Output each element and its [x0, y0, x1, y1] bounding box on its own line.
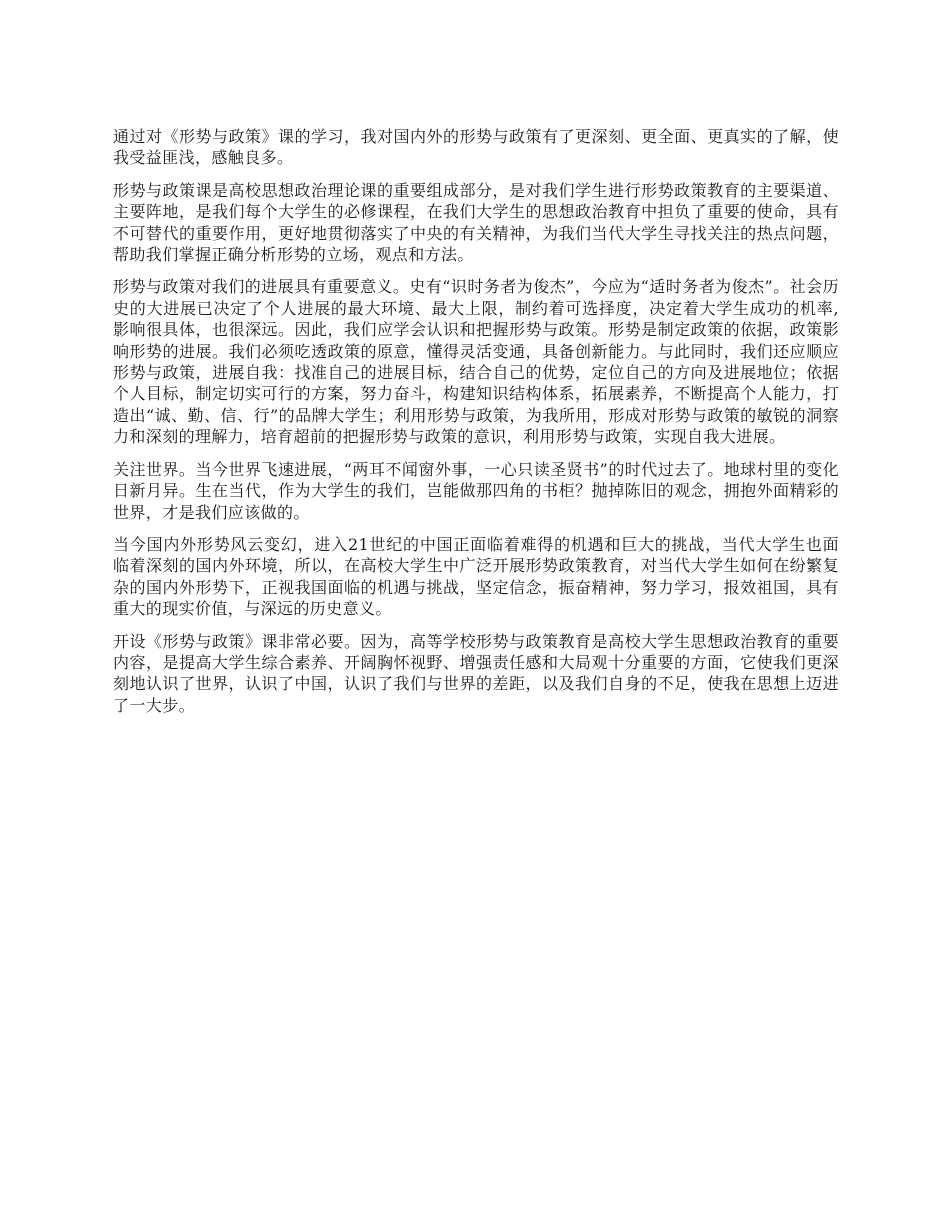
paragraph-domestic-international: 当今国内外形势风云变幻，进入21世纪的中国正面临着难得的机遇和巨大的挑战，当代大学生也面临着深刻的国内外环境，所以，在高校大学生中广泛开展形势政策教育，对当代大学生如何在纷繁复杂的国内外形势下，正视我国面临的机遇与挑战，坚定信念，振奋精神，努力学习，报效祖国，具有重大的现实价值，与深远的历史意义。 — [113, 534, 839, 619]
paragraph-development-significance: 形势与政策对我们的进展具有重要意义。史有“识时务者为俊杰”，今应为“适时务者为俊杰”。社会历史的大进展已决定了个人进展的最大环境、最大上限，制约着可选择度，决定着大学生成功的机率,影响很具体，也很深远。因此，我们应学会认识和把握形势与政策。形势是制定政策的依据，政策影响形势的进展。我们必须吃透政策的原意，懂得灵活变通，具备创新能力。与此同时，我们还应顺应形势与政策，进展自我：找准自己的进展目标，结合自己的优势，定位自己的方向及进展地位；依据个人目标，制定切实可行的方案，努力奋斗，构建知识结构体系，拓展素养，不断提高个人能力，打造出“诚、勤、信、行”的品牌大学生；利用形势与政策，为我所用，形成对形势与政策的敏锐的洞察力和深刻的理解力，培育超前的把握形势与政策的意识，利用形势与政策，实现自我大进展。 — [113, 277, 839, 447]
document-body — [113, 126, 839, 727]
paragraph-intro: 通过对《形势与政策》课的学习，我对国内外的形势与政策有了更深刻、更全面、更真实的了解，使我受益匪浅，感触良多。 — [113, 127, 839, 168]
paragraph-focus-world: 关注世界。当今世界飞速进展，“两耳不闻窗外事，一心只读圣贤书”的时代过去了。地球村里的变化日新月异。生在当代，作为大学生的我们，岂能做那四角的书柜？抛掉陈旧的观念，拥抱外面精彩的世界，才是我们应该做的。 — [113, 459, 839, 522]
paragraph-course-importance: 形势与政策课是高校思想政治理论课的重要组成部分，是对我们学生进行形势政策教育的主要渠道、主要阵地，是我们每个大学生的必修课程，在我们大学生的思想政治教育中担负了重要的使命，具有不可替代的重要作用，更好地贯彻落实了中央的有关精神，为我们当代大学生寻找关注的热点问题，帮助我们掌握正确分析形势的立场，观点和方法。 — [113, 180, 839, 265]
paragraph-conclusion: 开设《形势与政策》课非常必要。因为，高等学校形势与政策教育是高校大学生思想政治教育的重要内容，是提高大学生综合素养、开阔胸怀视野、增强责任感和大局观十分重要的方面，它使我们更深刻地认识了世界，认识了中国，认识了我们与世界的差距，以及我们自身的不足，使我在思想上迈进了一大步。 — [113, 631, 839, 715]
